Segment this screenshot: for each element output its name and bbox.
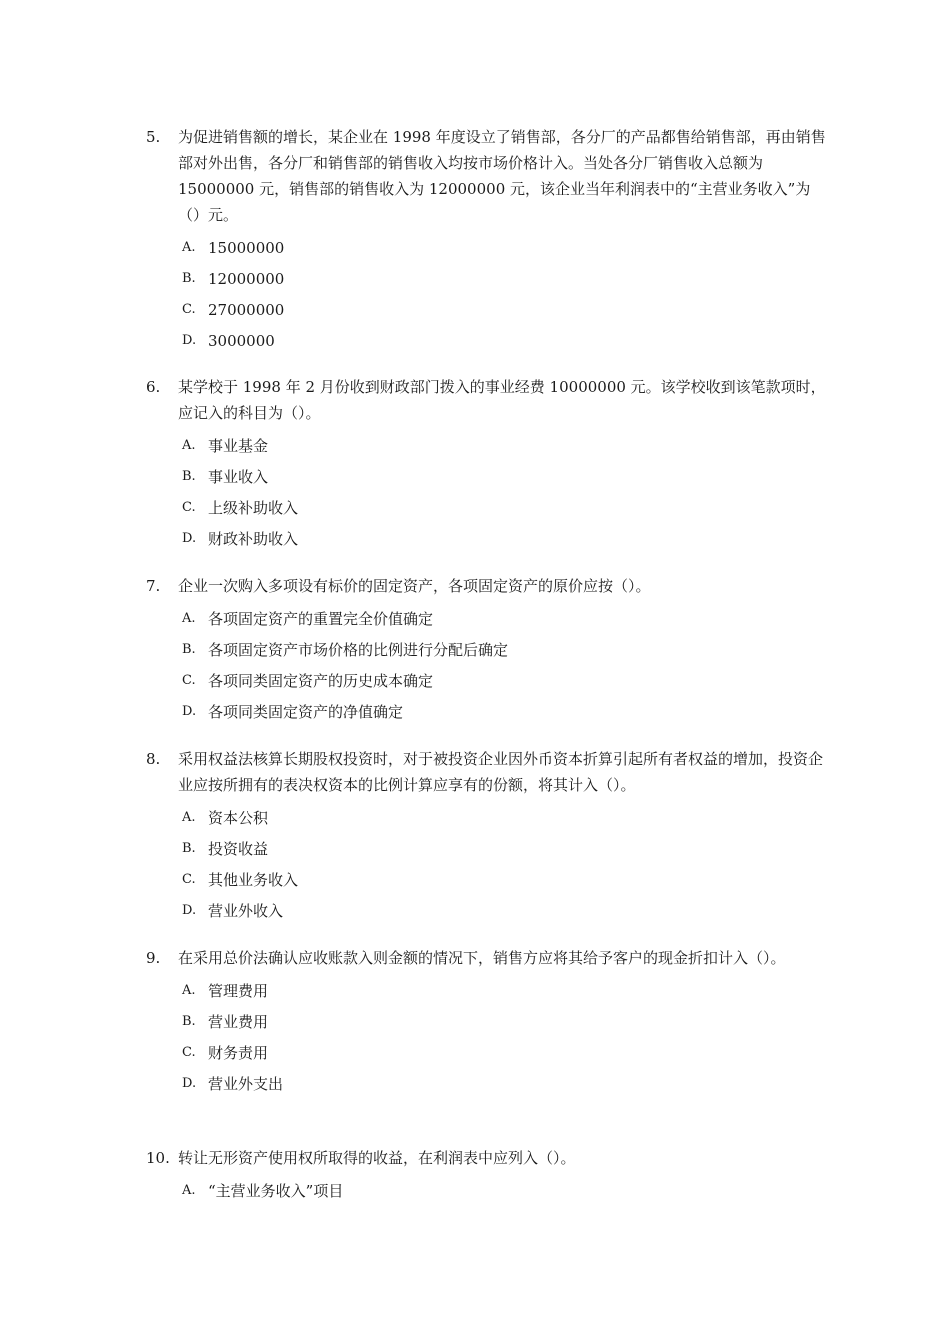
- option-letter: B.: [182, 271, 196, 286]
- option-text: 27000000: [208, 300, 285, 319]
- option-letter: A.: [182, 438, 196, 453]
- option-letter: C.: [182, 500, 196, 515]
- option-letter: C.: [182, 302, 196, 317]
- option-a: [182, 975, 826, 1006]
- question-text: 转让无形资产使用权所取得的收益，在利润表中应列入（）。: [178, 1149, 576, 1167]
- option-list: [182, 1175, 826, 1206]
- option-text: 投资收益: [208, 840, 269, 858]
- question-number: 9.: [146, 949, 161, 967]
- question-number: 10.: [146, 1149, 170, 1167]
- option-d: [182, 1068, 826, 1099]
- option-letter: C.: [182, 872, 196, 887]
- option-b: [182, 1006, 826, 1037]
- option-letter: A.: [182, 1183, 196, 1198]
- option-letter: D.: [182, 1076, 197, 1091]
- option-letter: B.: [182, 1014, 196, 1029]
- option-d: [182, 523, 826, 554]
- option-list: [182, 603, 826, 727]
- option-letter: B.: [182, 469, 196, 484]
- option-text: 其他业务收入: [208, 871, 299, 889]
- option-letter: A.: [182, 240, 196, 255]
- option-text: 上级补助收入: [208, 499, 299, 517]
- option-text: 各项同类固定资产的净值确定: [208, 703, 404, 721]
- option-a: [182, 1175, 826, 1206]
- question-text: 企业一次购入多项设有标价的固定资产，各项固定资产的原价应按（）。: [178, 577, 651, 595]
- option-letter: D.: [182, 333, 197, 348]
- question-text: 采用权益法核算长期股权投资时，对于被投资企业因外币资本折算引起所有者权益的增加，投资企业应按所拥有的表决权资本的比例计算应享有的份额，将其计入（）。: [178, 750, 824, 794]
- question-text: 为促进销售额的增长，某企业在 1998 年度设立了销售部，各分厂的产品都售给销售部，再由销售部对外出售，各分厂和销售部的销售收入均按市场价格计入。当处各分厂销售收入总额为 15000000 元，销售部的销售收入为 12000000 元，该企业当年利润表中的“主营业务收入”为（）元。: [178, 128, 826, 224]
- option-text: 3000000: [208, 331, 275, 350]
- option-text: 各项同类固定资产的历史成本确定: [208, 672, 434, 690]
- question-7: [146, 573, 826, 727]
- option-text: 12000000: [208, 269, 285, 288]
- question-number: 7.: [146, 577, 161, 595]
- option-b: [182, 634, 826, 665]
- question-number: 5.: [146, 128, 161, 146]
- option-c: [182, 665, 826, 696]
- question-number: 6.: [146, 378, 161, 396]
- option-d: [182, 696, 826, 727]
- option-letter: D.: [182, 704, 197, 719]
- option-text: 营业外支出: [208, 1075, 284, 1093]
- option-text: 事业收入: [208, 468, 269, 486]
- question-text: 在采用总价法确认应收账款入则金额的情况下，销售方应将其给予客户的现金折扣计入（）。: [178, 949, 786, 967]
- option-letter: C.: [182, 673, 196, 688]
- option-d: [182, 895, 826, 926]
- option-a: [182, 802, 826, 833]
- option-letter: C.: [182, 1045, 196, 1060]
- option-a: [182, 430, 826, 461]
- option-a: [182, 232, 826, 263]
- option-b: [182, 833, 826, 864]
- option-text: 各项固定资产的重置完全价值确定: [208, 610, 434, 628]
- option-list: [182, 975, 826, 1099]
- option-letter: A.: [182, 810, 196, 825]
- option-text: 财政补助收入: [208, 530, 299, 548]
- question-5: [146, 124, 826, 356]
- option-text: 资本公积: [208, 809, 269, 827]
- option-c: [182, 294, 826, 325]
- question-text: 某学校于 1998 年 2 月份收到财政部门拨入的事业经费 10000000 元。该学校收到该笔款项时，应记入的科目为（）。: [178, 378, 826, 422]
- option-letter: D.: [182, 903, 197, 918]
- option-b: [182, 461, 826, 492]
- option-list: [182, 430, 826, 554]
- question-8: [146, 746, 826, 926]
- option-text: 财务责用: [208, 1044, 269, 1062]
- option-list: [182, 232, 826, 356]
- option-letter: B.: [182, 841, 196, 856]
- option-text: 营业费用: [208, 1013, 269, 1031]
- option-a: [182, 603, 826, 634]
- option-c: [182, 492, 826, 523]
- option-letter: B.: [182, 642, 196, 657]
- option-letter: A.: [182, 611, 196, 626]
- option-text: 事业基金: [208, 437, 269, 455]
- option-text: 营业外收入: [208, 902, 284, 920]
- option-c: [182, 1037, 826, 1068]
- option-list: [182, 802, 826, 926]
- option-text: 管理费用: [208, 982, 269, 1000]
- option-letter: D.: [182, 531, 197, 546]
- option-text: 各项固定资产市场价格的比例进行分配后确定: [208, 641, 509, 659]
- option-text: “主营业务收入”项目: [208, 1182, 344, 1200]
- option-b: [182, 263, 826, 294]
- question-10: [146, 1145, 826, 1206]
- option-text: 15000000: [208, 238, 285, 257]
- question-9: [146, 945, 826, 1099]
- option-c: [182, 864, 826, 895]
- option-d: [182, 325, 826, 356]
- question-6: [146, 374, 826, 554]
- option-letter: A.: [182, 983, 196, 998]
- question-number: 8.: [146, 750, 161, 768]
